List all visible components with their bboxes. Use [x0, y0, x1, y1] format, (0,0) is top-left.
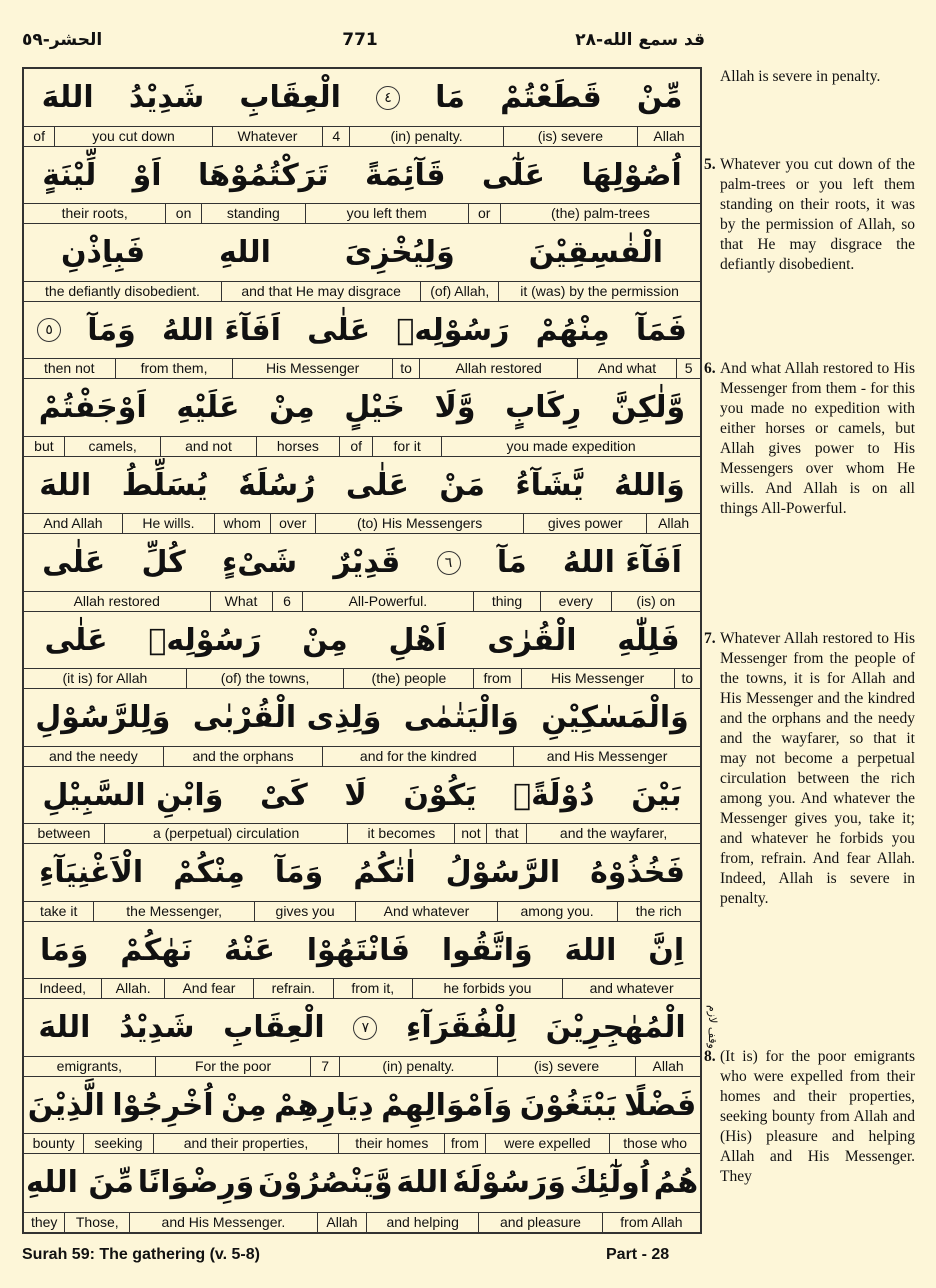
english-gloss-cell: and His Messenger [513, 747, 700, 766]
english-gloss-cell: 6 [272, 592, 302, 611]
arabic-word: وَاللهُ [614, 467, 685, 503]
english-gloss-cell: thing [473, 592, 540, 611]
word-by-word-grid [22, 67, 702, 1234]
arabic-word: قَدِيْرٌ [333, 545, 401, 581]
english-gloss-cell: every [540, 592, 611, 611]
arabic-word: وَمَا [39, 932, 89, 968]
english-gloss-cell: and their properties, [153, 1134, 339, 1153]
translation-paragraph [704, 155, 915, 275]
english-gloss-line [24, 978, 700, 998]
english-gloss-cell: to [674, 669, 700, 688]
translation-text: Whatever Allah restored to His Messenger from the people of the towns, it is for Allah and His Messenger and the kindred and the orphans and the needy and the wayfarer, so that it may not become a perpetual circulation between the rich among you. And whatever the Messenger gives you, take it; and whatever he forbids you from, refrain. And fear Allah. Indeed, Allah is severe in penalty. [720, 630, 915, 907]
english-gloss-cell: you cut down [54, 127, 212, 146]
english-gloss-cell: Those, [64, 1213, 129, 1232]
english-gloss-cell: Allah [635, 1057, 700, 1076]
arabic-word: قَآئِمَةً [364, 157, 446, 193]
english-gloss-cell: Indeed, [39, 980, 87, 997]
arabic-word: بَيْنَ [631, 777, 682, 813]
arabic-word: يَّشَآءُ [515, 467, 584, 503]
english-gloss-cell: (is) severe [503, 127, 637, 146]
arabic-word: دِيَارِهِمْ [274, 1087, 374, 1123]
verse-row [24, 922, 700, 1000]
english-gloss-cell: but [34, 437, 54, 454]
verse-row [24, 999, 700, 1077]
verse-number-marker: ٥ [37, 318, 61, 342]
arabic-word: اللهِ [218, 235, 271, 271]
arabic-word: الْعِقَابِ [223, 1010, 325, 1046]
english-gloss-cell: refrain. [253, 979, 333, 998]
english-gloss-cell: whom [214, 514, 270, 533]
arabic-word: وَالْمَسٰكِيْنِ [541, 700, 689, 736]
english-gloss-cell: from Allah [602, 1213, 700, 1232]
verse-number: 6. [704, 360, 716, 377]
english-gloss-cell: they [30, 1213, 58, 1230]
verse-row [24, 767, 700, 845]
english-gloss-cell: (in) penalty. [349, 127, 502, 146]
arabic-word: اَهْلِ [388, 622, 447, 658]
english-gloss-cell: His Messenger [521, 669, 674, 688]
arabic-word: مِنْ [221, 1087, 267, 1123]
arabic-line [24, 922, 700, 979]
arabic-word: اَوْ [132, 157, 162, 193]
english-gloss-cell: for it [372, 437, 441, 456]
arabic-line [24, 69, 700, 126]
english-gloss-line [24, 668, 700, 688]
arabic-word: عَنْهُ [224, 932, 275, 968]
english-gloss-cell: And fear [164, 979, 253, 998]
arabic-word: الْفٰسِقِيْنَ [528, 235, 664, 271]
arabic-word: وَاَمْوَالِهِمْ [381, 1087, 513, 1123]
english-gloss-cell: over [270, 514, 315, 533]
english-gloss-cell: a (perpetual) circulation [104, 824, 347, 843]
arabic-line [24, 457, 700, 514]
english-gloss-cell: and the needy [48, 747, 138, 764]
english-gloss-cell: He wills. [122, 514, 214, 533]
english-gloss-line [24, 513, 700, 533]
arabic-word: وَمَآ [87, 312, 136, 348]
english-gloss-cell: and the wayfarer, [526, 824, 700, 843]
english-gloss-cell: gives you [254, 902, 355, 921]
english-gloss-cell: take it [39, 902, 78, 919]
arabic-word: دُوْلَةًۢ [513, 777, 595, 813]
verse-row [24, 69, 700, 147]
english-gloss-cell: from them, [115, 359, 233, 378]
english-gloss-cell: from [444, 1134, 484, 1153]
arabic-word: الْعِقَابِ [239, 80, 341, 115]
arabic-word: الْقُرٰى [487, 622, 577, 658]
arabic-word: مَا [435, 80, 465, 115]
arabic-word: رِكَابٍ [505, 390, 582, 426]
arabic-line [24, 844, 700, 901]
arabic-word: فَانْتَهُوْا [306, 932, 411, 968]
verse-number-marker: ٤ [376, 86, 400, 110]
arabic-word: شَدِيْدُ [119, 1010, 195, 1046]
arabic-word: وَّيَنْصُرُوْنَ [258, 1165, 393, 1201]
arabic-word: اللهَ [41, 80, 94, 115]
english-gloss-cell: from it, [333, 979, 412, 998]
english-gloss-cell: that [486, 824, 526, 843]
arabic-word: يُسَلِّطُ [121, 467, 208, 503]
verse-row [24, 844, 700, 922]
english-gloss-cell: Allah [646, 514, 700, 533]
english-gloss-cell: Whatever [212, 127, 322, 146]
english-gloss-cell: then not [43, 360, 95, 377]
english-gloss-cell: on [165, 204, 200, 223]
english-gloss-line [24, 746, 700, 766]
english-gloss-cell: and pleasure [478, 1213, 602, 1232]
page-number: 771 [342, 30, 378, 50]
translation-paragraph [704, 629, 915, 909]
arabic-line [24, 224, 700, 281]
english-gloss-cell: 7 [310, 1057, 338, 1076]
arabic-word: اُولٰٓئِكَ [569, 1165, 651, 1201]
verse-number-marker: ٧ [353, 1016, 377, 1040]
english-gloss-cell: and helping [366, 1213, 478, 1232]
english-gloss-cell: among you. [497, 902, 617, 921]
arabic-word: نَهٰكُمْ [120, 932, 193, 968]
arabic-word: فَخُذُوْهُ [590, 855, 686, 891]
arabic-word: شَىْءٍ [221, 545, 298, 581]
arabic-word: يَكُوْنَ [403, 777, 477, 813]
english-gloss-cell: of [339, 437, 372, 456]
english-gloss-cell: their homes [338, 1134, 444, 1153]
english-gloss-cell: and His Messenger. [129, 1213, 317, 1232]
arabic-line [24, 534, 700, 591]
surah-header: الحشر-٥٩ [22, 30, 103, 50]
arabic-word: اَوْجَفْتُمْ [38, 390, 147, 426]
arabic-word: مِنْ [269, 390, 315, 426]
verse-row [24, 224, 700, 302]
english-gloss-cell: Allah [637, 127, 700, 146]
english-gloss-cell: 5 [676, 359, 700, 378]
english-gloss-cell: And whatever [355, 902, 496, 921]
english-gloss-line [24, 901, 700, 921]
stop-mark: وقف لازم [706, 1005, 719, 1049]
arabic-line [24, 689, 700, 746]
english-gloss-cell: and for the kindred [322, 747, 513, 766]
arabic-word: وَلِيُخْزِىَ [344, 235, 455, 271]
translation-paragraph [704, 359, 915, 519]
arabic-word: رَسُوْلِهٖ [396, 312, 510, 348]
arabic-word: اَفَآءَ اللهُ [161, 312, 281, 348]
english-gloss-cell: between [37, 825, 91, 842]
translation-text: (It is) for the poor emigrants who were expelled from their homes and their properties, seeking bounty from Allah and (His) pleasure and helping Allah and His Messenger. They [720, 1048, 915, 1185]
arabic-word: الرَّسُوْلُ [445, 855, 561, 891]
english-gloss-cell: Allah restored [73, 592, 160, 609]
english-gloss-cell: 4 [322, 127, 349, 146]
english-gloss-cell: it becomes [347, 824, 454, 843]
english-gloss-cell: (of) Allah, [420, 282, 498, 301]
arabic-word: عَلَيْهِ [176, 390, 240, 426]
translation-paragraph [704, 1047, 915, 1187]
english-gloss-cell: What [210, 592, 272, 611]
english-gloss-line [24, 1212, 700, 1232]
arabic-word: وَاتَّقُوا [441, 932, 533, 968]
verse-row [24, 1154, 700, 1232]
english-gloss-cell: bounty [32, 1135, 75, 1152]
arabic-line [24, 1077, 700, 1134]
english-gloss-cell: were expelled [485, 1134, 610, 1153]
english-gloss-cell: (the) palm-trees [500, 204, 700, 223]
translation-text: Whatever you cut down of the palm-trees or you left them standing on their roots, it was by the permission of Allah, so that He may disgrace the defiantly disobedient. [720, 156, 915, 273]
verse-row [24, 612, 700, 690]
english-gloss-cell: (of) the towns, [186, 669, 344, 688]
verse-row [24, 1077, 700, 1155]
arabic-word: شَدِيْدُ [128, 80, 205, 115]
english-gloss-cell: you left them [305, 204, 468, 223]
arabic-line [24, 147, 700, 204]
english-gloss-line [24, 1133, 700, 1153]
arabic-word: عَلٰى [44, 622, 108, 658]
english-gloss-cell: the rich [617, 902, 700, 921]
arabic-word: لِلْفُقَرَآءِ [406, 1010, 517, 1046]
arabic-word: مَآ [496, 545, 527, 581]
english-gloss-cell: His Messenger [232, 359, 391, 378]
translation-paragraph [720, 67, 915, 87]
english-gloss-cell: their roots, [61, 205, 128, 222]
english-gloss-cell: from [473, 669, 520, 688]
arabic-word: هُمُ [653, 1165, 699, 1201]
arabic-word: وَلِذِى الْقُرْبٰى [192, 700, 382, 736]
arabic-word: الْمُهٰجِرِيْنَ [545, 1010, 686, 1046]
arabic-word: خَيْلٍ [344, 390, 405, 426]
arabic-word: اللهَ [38, 1010, 91, 1046]
arabic-word: وَمَآ [274, 855, 324, 891]
arabic-word: فَلِلّٰهِ [617, 622, 680, 658]
arabic-word: رَسُوْلِهٖ [148, 622, 262, 658]
arabic-word: مِّنْ [636, 80, 683, 115]
english-gloss-cell: those who [609, 1134, 700, 1153]
english-gloss-cell: And Allah [43, 515, 103, 532]
english-gloss-cell: Allah restored [419, 359, 576, 378]
arabic-word: مِنْهُمْ [535, 312, 610, 348]
arabic-word: وَلِلرَّسُوْلِ [35, 700, 171, 736]
arabic-word: لَا [344, 777, 367, 813]
english-gloss-cell: and whatever [562, 979, 700, 998]
english-gloss-cell: gives power [523, 514, 646, 533]
arabic-word: تَرَكْتُمُوْهَا [197, 157, 329, 193]
verse-number: 5. [704, 156, 716, 173]
english-gloss-cell: camels, [64, 437, 161, 456]
arabic-word: وَرَسُوْلَهٗ [452, 1165, 566, 1201]
verse-row [24, 457, 700, 535]
arabic-word: وَّلٰكِنَّ [610, 390, 686, 426]
english-gloss-cell: he forbids you [412, 979, 563, 998]
arabic-word: عَلٰٓى [481, 157, 545, 193]
english-gloss-line [24, 591, 700, 611]
verse-row [24, 147, 700, 225]
english-gloss-cell: (is) severe [497, 1057, 635, 1076]
arabic-word: وَّلَا [434, 390, 476, 426]
arabic-word: عَلٰى [307, 312, 371, 348]
arabic-word: عَلٰى [345, 467, 409, 503]
arabic-line [24, 379, 700, 436]
verse-number: 8. [704, 1048, 716, 1065]
english-gloss-cell: Allah [317, 1213, 367, 1232]
english-gloss-cell: emigrants, [56, 1057, 123, 1074]
arabic-word: مَنْ [439, 467, 485, 503]
english-gloss-cell: and not [160, 437, 255, 456]
english-gloss-cell: (the) people [343, 669, 473, 688]
arabic-word: وَرِضْوَانًا [137, 1165, 255, 1201]
english-gloss-cell: standing [201, 204, 305, 223]
arabic-word: مِنْ [302, 622, 348, 658]
verse-row [24, 302, 700, 380]
english-gloss-line [24, 126, 700, 146]
english-gloss-line [24, 203, 700, 223]
arabic-word: لِّيْنَةٍ [42, 157, 97, 193]
english-gloss-cell: you made expedition [441, 437, 700, 456]
english-gloss-cell: (in) penalty. [339, 1057, 497, 1076]
arabic-word: اللهَ [39, 467, 92, 503]
english-gloss-cell: Allah. [101, 979, 163, 998]
arabic-word: اللهَ [396, 1165, 449, 1201]
english-gloss-cell: or [468, 204, 500, 223]
arabic-word: اُخْرِجُوْا [112, 1087, 214, 1123]
english-gloss-cell: For the poor [155, 1057, 311, 1076]
english-gloss-cell: (is) on [611, 592, 700, 611]
english-gloss-line [24, 1056, 700, 1076]
arabic-line [24, 302, 700, 359]
arabic-word: الَّذِيْنَ [27, 1087, 105, 1123]
verse-number-marker: ٦ [437, 551, 461, 575]
arabic-word: يَبْتَغُوْنَ [519, 1087, 617, 1123]
arabic-word: مِنْكُمْ [173, 855, 245, 891]
arabic-word: كَىْ [259, 777, 308, 813]
footer-surah: Surah 59: The gathering (v. 5-8) [22, 1246, 260, 1263]
verse-row [24, 689, 700, 767]
verse-row [24, 534, 700, 612]
translation-text: And what Allah restored to His Messenger from them - for this you made no expedition with either horses or camels, but Allah gives power to His Messengers over whom He wills. And Allah is on all things All-Powerful. [720, 360, 915, 517]
english-gloss-cell: And what [577, 359, 676, 378]
arabic-word: رُسُلَهٗ [238, 467, 316, 503]
english-gloss-cell: All-Powerful. [302, 592, 474, 611]
verse-row [24, 379, 700, 457]
arabic-line [24, 1154, 700, 1211]
arabic-word: الْاَغْنِيَآءِ [38, 855, 144, 891]
arabic-word: وَالْيَتٰمٰى [403, 700, 519, 736]
english-gloss-cell: to [392, 359, 420, 378]
english-gloss-cell: not [454, 824, 486, 843]
english-gloss-cell: (it is) for Allah [62, 670, 148, 687]
arabic-word: اٰتٰكُمُ [353, 855, 416, 891]
english-gloss-cell: the Messenger, [93, 902, 254, 921]
verse-number: 7. [704, 630, 716, 647]
arabic-word: فَضْلًا [624, 1087, 697, 1123]
english-gloss-cell: the defiantly disobedient. [45, 282, 200, 299]
english-gloss-line [24, 823, 700, 843]
arabic-line [24, 999, 700, 1056]
arabic-word: اُصُوْلِهَا [581, 157, 682, 193]
english-gloss-cell: (to) His Messengers [315, 514, 523, 533]
arabic-word: اَفَآءَ اللهُ [562, 545, 682, 581]
english-gloss-line [24, 358, 700, 378]
english-gloss-cell: horses [256, 437, 340, 456]
english-gloss-cell: and that He may disgrace [221, 282, 420, 301]
arabic-word: عَلٰى [42, 545, 106, 581]
english-gloss-cell: of [33, 127, 45, 144]
arabic-line [24, 612, 700, 669]
arabic-word: فَبِاِذْنِ [60, 235, 146, 271]
arabic-line [24, 767, 700, 824]
juz-header: قد سمع الله-٢٨ [575, 30, 705, 50]
english-gloss-line [24, 281, 700, 301]
footer-part: Part - 28 [606, 1246, 670, 1263]
arabic-word: فَمَآ [635, 312, 687, 348]
arabic-word: اللهَ [564, 932, 617, 968]
arabic-word: كُلِّ [141, 545, 186, 581]
arabic-word: وَابْنِ السَّبِيْلِ [42, 777, 224, 813]
translation-text: Allah is severe in penalty. [720, 68, 881, 85]
arabic-word: قَطَعْتُمْ [500, 80, 602, 115]
arabic-word: مِّنَ اللهِ [25, 1165, 134, 1201]
arabic-word: اِنَّ [648, 932, 685, 968]
english-gloss-cell: it (was) by the permission [498, 282, 700, 301]
english-gloss-cell: seeking [83, 1134, 152, 1153]
english-gloss-cell: and the orphans [163, 747, 323, 766]
english-gloss-line [24, 436, 700, 456]
